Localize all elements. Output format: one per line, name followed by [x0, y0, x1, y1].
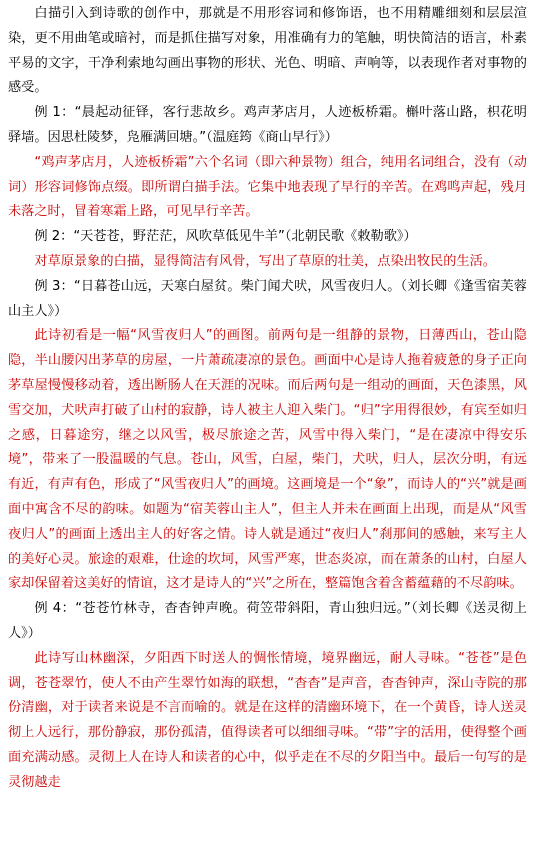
example-4-analysis: 此诗写山林幽深，夕阳西下时送人的惆怅情境，境界幽远，耐人寻味。“苍苍”是色调，苍苍翠竹，使人不由产生翠竹如海的联想，“杳杳”是声音，杳杳钟声，深山寺院的那份清幽，对于读者来说是不言而喻的。就是在这样的清幽环境下，在一个黄昏，诗人送灵彻上人远行，那份静寂，那份孤清，值得读者可以细细寻味。“带”字的活用，使得整个画面充满动感。灵彻上人在诗人和读者的心中，似乎走在不尽的夕阳当中。最后一句写的是灵彻越走 [8, 650, 527, 790]
intro-paragraph: 白描引入到诗歌的创作中，那就是不用形容词和修饰语，也不用精雕细刻和层层渲染，更不用曲笔或暗衬，而是抓住描写对象，用准确有力的笔触，明快简洁的语言，朴素平易的文字，干净利索地勾画出事物的形状、光色、明暗、声响等，以表现作者对事物的感受。 [8, 6, 527, 96]
example-3-quote: 例 3：“日暮苍山远，天寒白屋贫。柴门闻犬吠，风雪夜归人。（刘长卿《逢雪宿芙蓉山主人》） [8, 278, 527, 319]
example-2-analysis: 对草原景象的白描，显得简洁有风骨，写出了草原的壮美，点染出牧民的生活。 [34, 253, 496, 269]
example-2-quote: 例 2：“天苍苍，野茫茫，风吹草低见牛羊”（北朝民歌《敕勒歌》） [34, 229, 417, 245]
example-1-quote: 例 1：“晨起动征铎，客行悲故乡。鸡声茅店月，人迹板桥霜。槲叶落山路，枳花明驿墙。因思杜陵梦，凫雁满回塘。”（温庭筠《商山早行》） [8, 105, 527, 145]
example-4-quote: 例 4：“苍苍竹林寺，杳杳钟声晚。荷笠带斜阳，青山独归远。”（刘长卿《送灵彻上人》） [8, 601, 527, 641]
example-1-analysis: “鸡声茅店月，人迹板桥霜”六个名词（即六种景物）组合，纯用名词组合，没有（动词）形容词修饰点缀。即所谓白描手法。它集中地表现了早行的辛苦。在鸡鸣声起，残月未落之时，冒着寒霜上路，可见早行辛苦。 [8, 154, 527, 220]
example-3-analysis: 此诗初看是一幅“风雪夜归人”的画图。前两句是一组静的景物，日薄西山，苍山隐隐，半山腰闪出茅草的房屋，一片萧疏凄凉的景色。画面中心是诗人拖着疲惫的身子正向茅草屋慢慢移动着，透出断肠人在天涯的况味。而后两句是一组动的画面，天色漆黑，风雪交加，犬吠声打破了山村的寂静，诗人被主人迎入柴门。“归”字用得很妙，有宾至如归之感，日暮途穷，继之以风雪，极尽旅途之苦，风雪中得入柴门，“是在凄凉中得安乐境”，带来了一股温暖的气息。苍山，风雪，白屋，柴门，犬吠，归人，层次分明，有远有近，有声有色，形成了“风雪夜归人”的画境。这画境是一个“象”，而诗人的“兴”就是画面中寓含不尽的韵味。如题为“宿芙蓉山主人”，但主人并未在画面上出现，而是从“风雪夜归人”的画面上透出主人的好客之情。诗人就是通过“夜归人”刹那间的感触，来写主人的美好心灵。旅途的艰难，仕途的坎坷，风雪严寒，世态炎凉，而在萧条的山村，白屋人家却保留着这美好的情谊，这才是诗人的“兴”之所在，整篇饱含着含蓄蕴藉的不尽韵味。 [8, 328, 527, 592]
